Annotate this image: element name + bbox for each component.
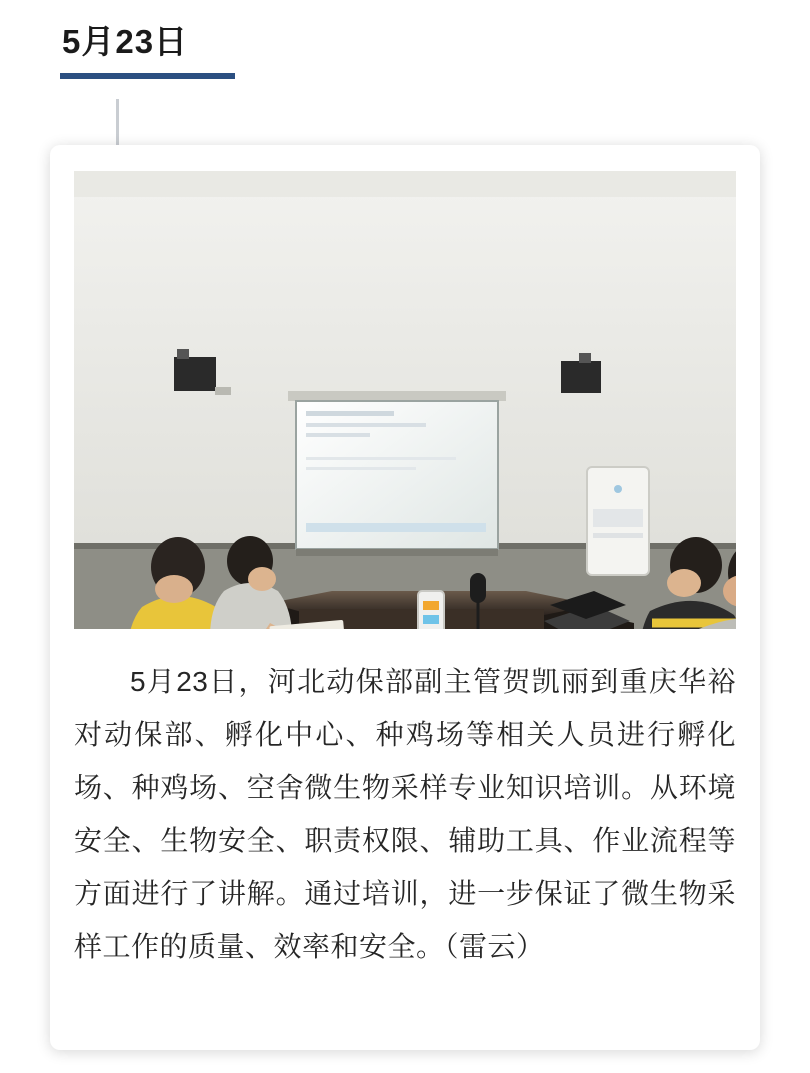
title-underline-rule [60, 73, 235, 79]
photo-illustration [74, 171, 736, 629]
article-photo [74, 171, 736, 629]
date-heading-block [60, 22, 235, 79]
page-title: 5月23日 [62, 23, 189, 60]
article-body: 5月23日，河北动保部副主管贺凯丽到重庆华裕对动保部、孵化中心、种鸡场等相关人员进行孵化场、种鸡场、空舍微生物采样专业知识培训。从环境安全、生物安全、职责权限、辅助工具、作业流程等方面进行了讲解。通过培训，进一步保证了微生物采样工作的质量、效率和安全。（雷云） [74, 666, 736, 962]
article-card [50, 145, 760, 1050]
